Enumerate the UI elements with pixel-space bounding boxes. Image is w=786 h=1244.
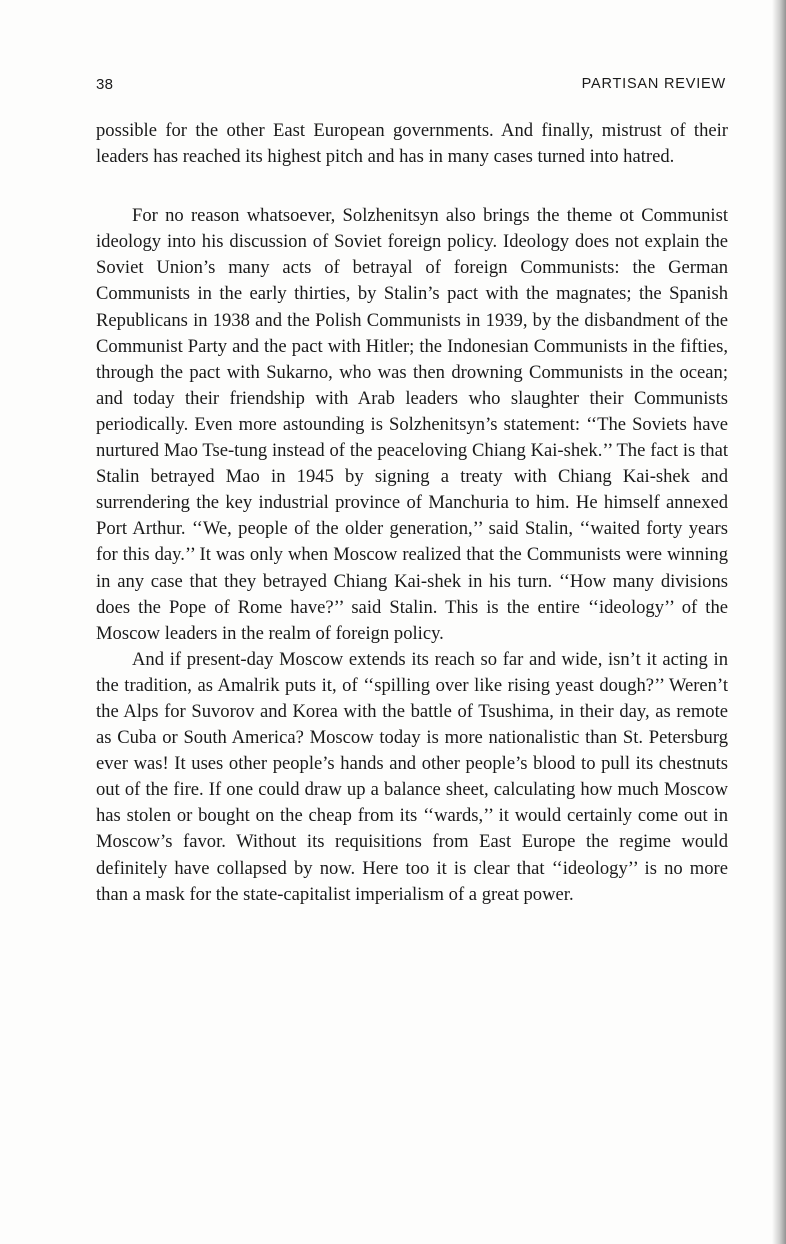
running-head: PARTISAN REVIEW (581, 76, 726, 92)
page-header (96, 76, 726, 96)
paragraph-moscow-reach: And if present-day Moscow extends its reach so far and wide, isn’t it acting in the tradition, as Amalrik puts it, of ‘‘spilling over like rising yeast dough?’’ Weren’t the Alps for Suvorov and Korea with the battle of Tsushima, in their day, as remote as Cuba or South America? Moscow today is more nationalistic than St. Petersburg ever was! It uses other people’s hands and other people’s blood to pull its chestnuts out of the fire. If one could draw up a balance sheet, calculating how much Moscow has stolen or bought on the cheap from its ‘‘wards,’’ it would certainly come out in Moscow’s favor. Without its requisitions from East Europe the regime would definitely have collapsed by now. Here too it is clear that ‘‘ideology’’ is no more than a mask for the state-capitalist imperialism of a great power. (96, 648, 728, 905)
body-text (96, 118, 728, 908)
page-number: 38 (96, 76, 114, 93)
paragraph-continued: possible for the other East European governments. And finally, mistrust of their leaders has reached its highest pitch and has in many cases turned into hatred. (96, 120, 728, 168)
paragraph-ideology: For no reason whatsoever, Solzhenitsyn also brings the theme ot Communist ideology into his discussion of Soviet foreign policy. Ideology does not explain the Soviet Union’s many acts of betrayal of foreign Communists: the German Communists in the early thirties, by Stalin’s pact with the magnates; the Spanish Republicans in 1938 and the Polish Communists in 1939, by the disbandment of the Communist Party and the pact with Hitler; the Indonesian Communists in the fifties, through the pact with Sukarno, who was then drowning Communists in the ocean; and today their friendship with Arab leaders who slaughter their Communists periodically. Even more astounding is Solzhenitsyn’s statement: ‘‘The Soviets have nurtured Mao Tse-tung instead of the peaceloving Chiang Kai-shek.’’ The fact is that Stalin betrayed Mao in 1945 by signing a treaty with Chiang Kai-shek and surrendering the key industrial province of Manchuria to him. He himself annexed Port Arthur. ‘‘We, people of the older generation,’’ said Stalin, ‘‘waited forty years for this day.’’ It was only when Moscow realized that the Communists were winning in any case that they betrayed Chiang Kai-shek in his turn. ‘‘How many divisions does the Pope of Rome have?’’ said Stalin. This is the entire ‘‘ideology’’ of the Moscow leaders in the realm of foreign policy. (96, 205, 728, 644)
page-edge-shadow (772, 0, 786, 1244)
